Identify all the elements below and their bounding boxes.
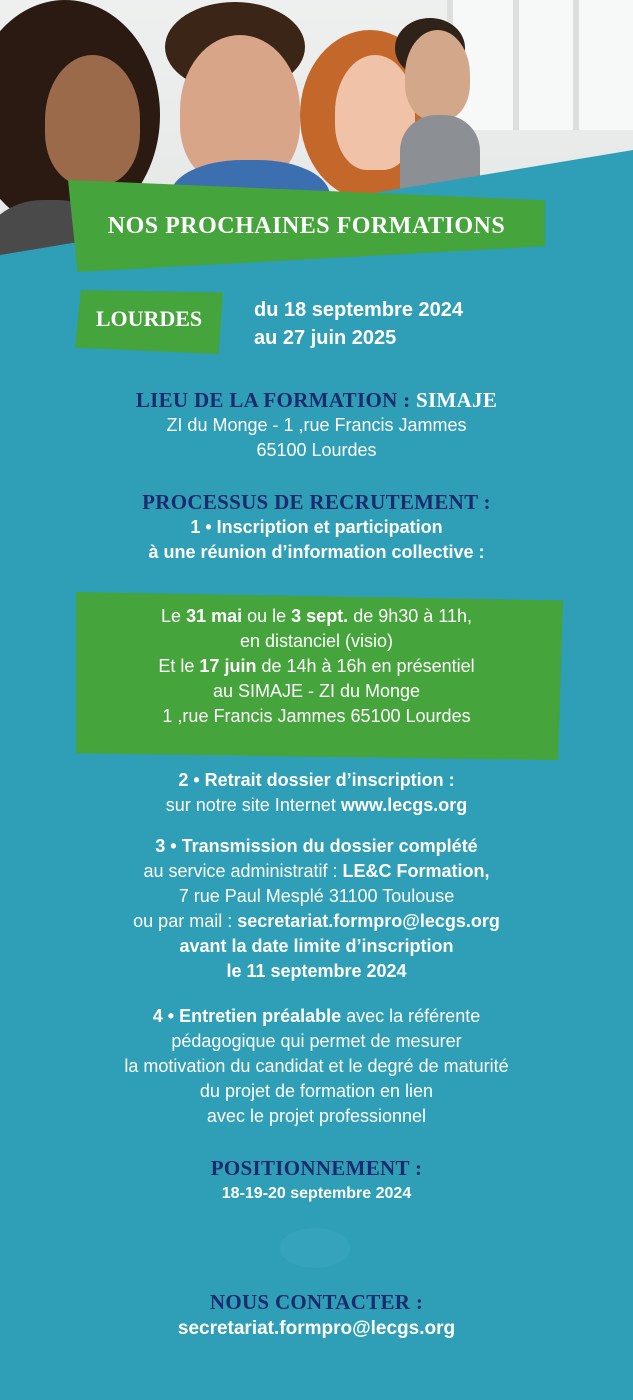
sessions-line-4: au SIMAJE - ZI du Monge (212, 681, 421, 701)
session-date: 31 mai (186, 606, 243, 626)
step4-line-2: pédagogique qui permet de mesurer (171, 1031, 462, 1051)
step3-address: 7 rue Paul Mesplé 31100 Toulouse (178, 886, 455, 906)
contact-section (0, 1290, 633, 1343)
step4-line-4: du projet de formation en lien (199, 1081, 434, 1101)
step2-title: 2 • Retrait dossier d’inscription : (178, 770, 455, 790)
contact-heading: NOUS CONTACTER : (209, 1290, 424, 1314)
recrutement-section (0, 490, 633, 565)
sessions-text (0, 604, 633, 729)
location-city: LOURDES (95, 306, 203, 331)
step3-deadline-date: le 11 septembre 2024 (226, 961, 407, 981)
step3-org: LE&C Formation, (342, 861, 490, 881)
lieu-address-2: 65100 Lourdes (256, 440, 377, 460)
step2-section (0, 768, 633, 818)
lieu-label: LIEU DE LA FORMATION : (135, 388, 411, 412)
step3-text: ou par mail : (133, 911, 238, 931)
sessions-text-part: Le (161, 606, 187, 626)
banner-title: NOS PROCHAINES FORMATIONS (107, 213, 506, 239)
step4-line-5: avec le projet professionnel (206, 1106, 427, 1126)
website-link[interactable]: www.lecgs.org (340, 795, 468, 815)
sessions-text-part: de 14h à 16h en présentiel (256, 656, 475, 676)
positionnement-section (0, 1156, 633, 1207)
step3-deadline-label: avant la date limite d’inscription (179, 936, 454, 956)
step3-section (0, 834, 633, 984)
sessions-text-part: ou le (242, 606, 292, 626)
sessions-text-part: de 9h30 à 11h, (348, 606, 472, 626)
step1-line2: à une réunion d’information collective : (148, 542, 485, 562)
lieu-name: SIMAJE (415, 388, 498, 412)
positionnement-dates: 18-19-20 septembre 2024 (221, 1185, 412, 1202)
step2-text: sur notre site Internet (165, 795, 341, 815)
step4-title: 4 • Entretien préalable (152, 1006, 342, 1026)
step4-text: avec la référente (341, 1006, 481, 1026)
step1-line1: 1 • Inscription et participation (190, 517, 443, 537)
window-decor (447, 0, 633, 130)
step4-section (0, 1004, 633, 1129)
session-date: 3 sept. (291, 606, 349, 626)
sessions-line-2: en distanciel (visio) (239, 631, 394, 651)
faint-watermark (280, 1228, 350, 1268)
date-end: au 27 juin 2025 (254, 327, 397, 349)
step3-title: 3 • Transmission du dossier complété (155, 836, 478, 856)
sessions-line-5: 1 ,rue Francis Jammes 65100 Lourdes (162, 706, 471, 726)
recrutement-heading: PROCESSUS DE RECRUTEMENT : (142, 490, 491, 514)
lieu-address-1: ZI du Monge - 1 ,rue Francis Jammes (166, 415, 467, 435)
email-link[interactable]: secretariat.formpro@lecgs.org (237, 911, 500, 931)
positionnement-heading: POSITIONNEMENT : (210, 1156, 423, 1180)
step4-line-3: la motivation du candidat et le degré de maturité (124, 1056, 509, 1076)
contact-email[interactable]: secretariat.formpro@lecgs.org (177, 1318, 456, 1339)
date-start: du 18 septembre 2024 (254, 299, 463, 321)
training-dates (254, 296, 463, 352)
sessions-text-part: Et le (158, 656, 200, 676)
lieu-section (0, 388, 633, 463)
step3-text: au service administratif : (143, 861, 343, 881)
session-date: 17 juin (199, 656, 257, 676)
